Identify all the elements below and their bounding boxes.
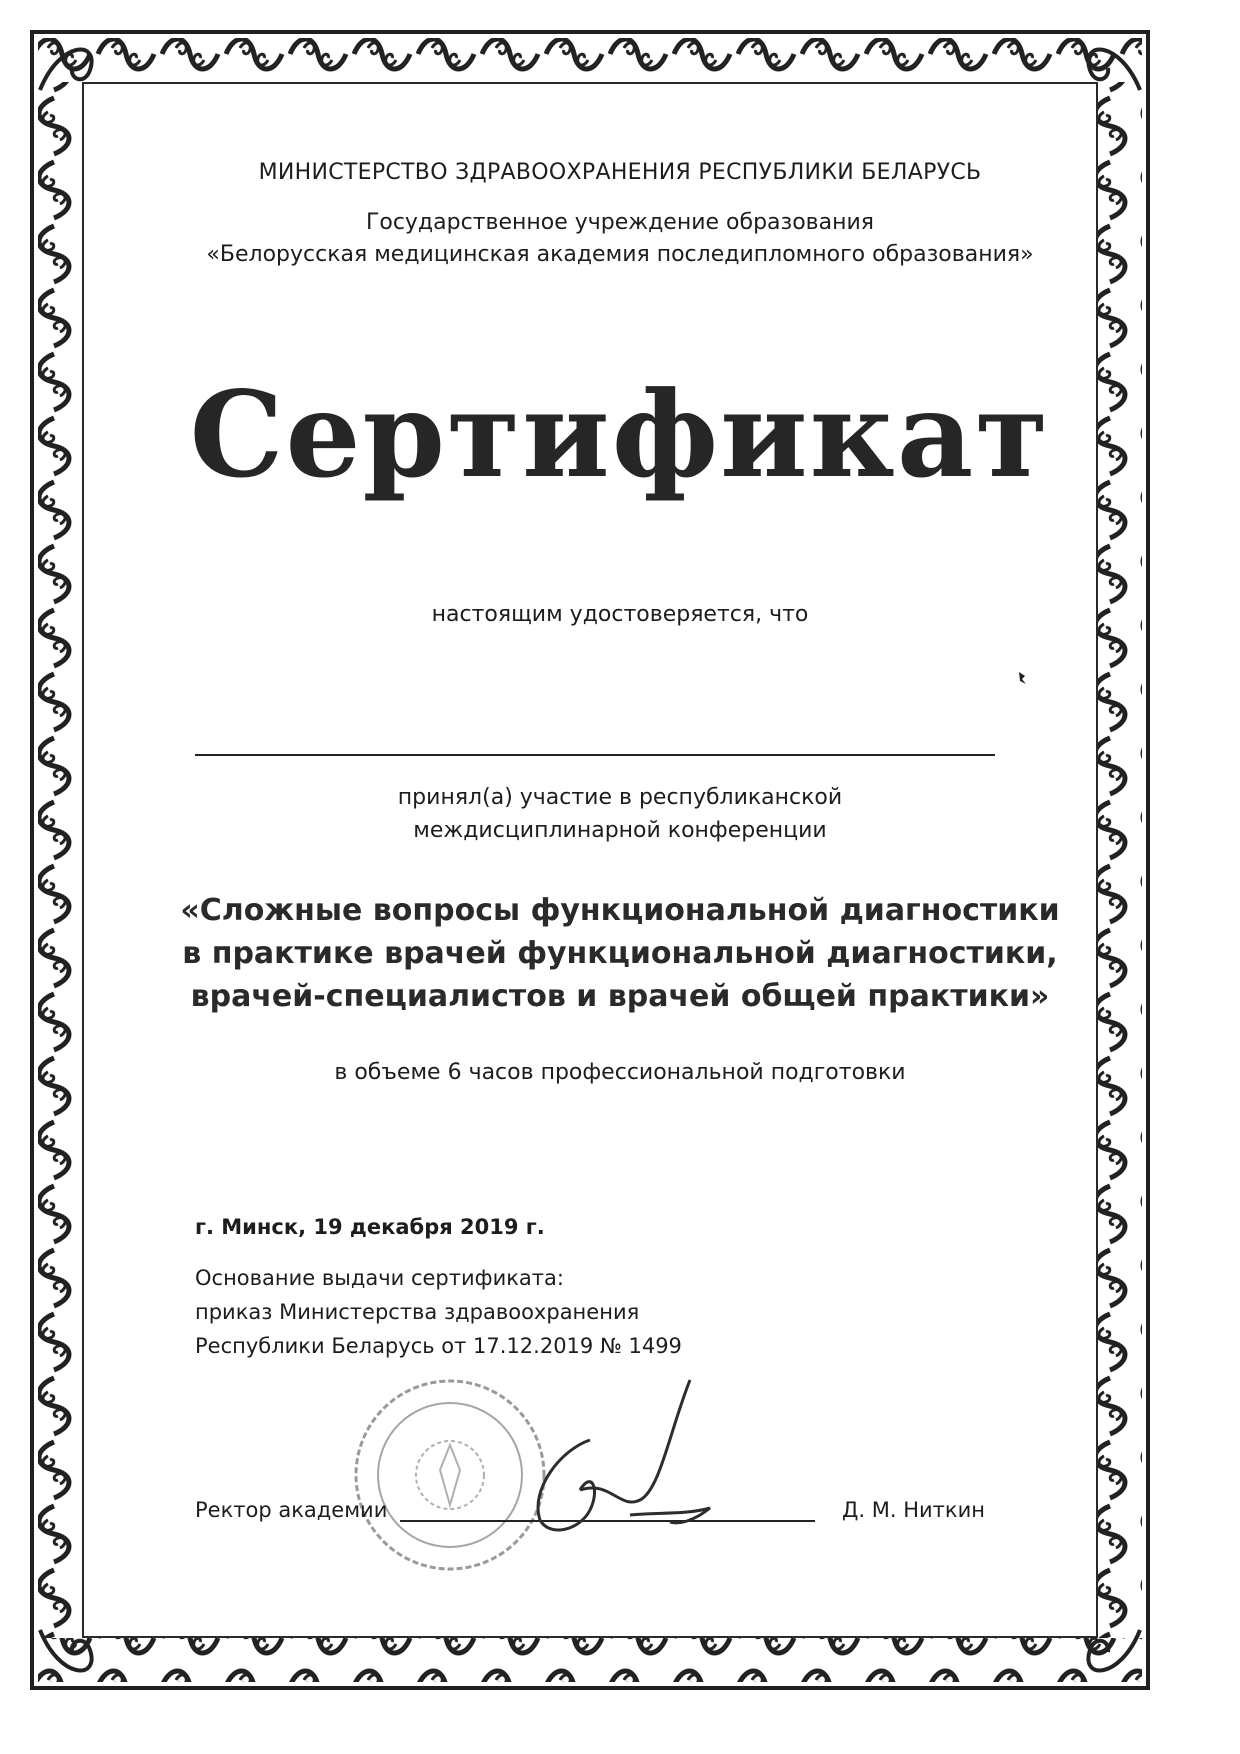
participation-line-2: междисциплинарной конференции: [413, 818, 827, 843]
recipient-name-line: [195, 754, 995, 756]
participation-line-1: принял(а) участие в республиканской: [397, 785, 843, 810]
handwritten-signature: [520, 1370, 740, 1540]
conference-title-line-1: «Сложные вопросы функциональной диагностики: [180, 893, 1060, 928]
certifies-text: настоящим удостоверяется, что: [431, 602, 809, 627]
rector-name: Д. М. Ниткин: [842, 1498, 985, 1522]
rector-title: Ректор академии: [195, 1498, 388, 1522]
basis-line-1: Основание выдачи сертификата:: [195, 1266, 564, 1290]
institution-line-1: Государственное учреждение образования: [365, 210, 875, 235]
training-volume: в объеме 6 часов профессиональной подготовки: [334, 1060, 906, 1085]
conference-title-line-3: врачей-специалистов и врачей общей практики»: [190, 979, 1050, 1014]
date-and-city: г. Минск, 19 декабря 2019 г.: [195, 1215, 545, 1239]
ministry-heading: МИНИСТЕРСТВО ЗДРАВООХРАНЕНИЯ РЕСПУБЛИКИ БЕЛАРУСЬ: [258, 160, 982, 185]
ink-speck: [1016, 670, 1030, 686]
conference-title-line-2: в практике врачей функциональной диагностики,: [182, 936, 1058, 971]
basis-line-3: Республики Беларусь от 17.12.2019 № 1499: [195, 1334, 682, 1358]
institution-line-2: «Белорусская медицинская академия последипломного образования»: [206, 242, 1034, 267]
certificate-title: Сертификат: [189, 365, 1051, 504]
basis-line-2: приказ Министерства здравоохранения: [195, 1300, 640, 1324]
